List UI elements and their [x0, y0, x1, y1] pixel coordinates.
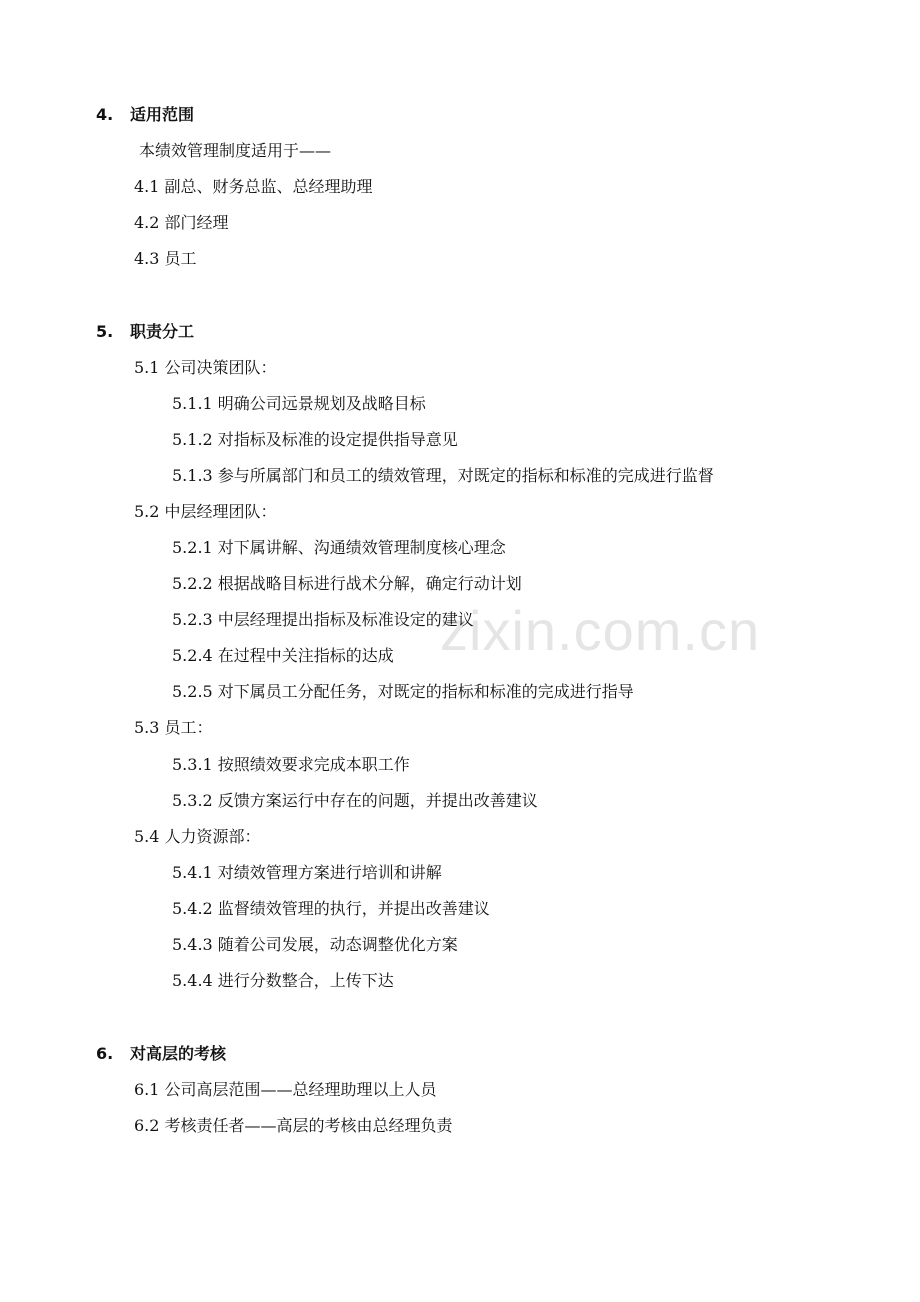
list-item: 5.3.1 按照绩效要求完成本职工作 [172, 755, 410, 774]
list-item: 5.4.1 对绩效管理方案进行培训和讲解 [172, 863, 442, 882]
list-item: 5.4.2 监督绩效管理的执行，并提出改善建议 [172, 899, 490, 918]
group-label: 5.4 人力资源部： [134, 827, 261, 846]
list-item: 4.3 员工 [134, 249, 197, 268]
list-item: 5.4.4 进行分数整合，上传下达 [172, 971, 394, 990]
section-number: 6. [96, 1044, 114, 1063]
list-item: 5.2.1 对下属讲解、沟通绩效管理制度核心理念 [172, 538, 506, 557]
section-6-heading [96, 1044, 226, 1064]
list-item: 5.2.5 对下属员工分配任务，对既定的指标和标准的完成进行指导 [172, 682, 634, 701]
section-title: 职责分工 [130, 322, 195, 341]
list-item: 5.2.3 中层经理提出指标及标准设定的建议 [172, 610, 474, 629]
list-item: 6.2 考核责任者——高层的考核由总经理负责 [134, 1116, 453, 1135]
list-item: 4.2 部门经理 [134, 213, 229, 232]
list-item: 5.2.2 根据战略目标进行战术分解，确定行动计划 [172, 574, 522, 593]
list-item: 5.1.2 对指标及标准的设定提供指导意见 [172, 430, 458, 449]
group-label: 5.1 公司决策团队： [134, 358, 277, 377]
section-title: 适用范围 [130, 105, 195, 124]
list-item: 6.1 公司高层范围——总经理助理以上人员 [134, 1080, 437, 1099]
section-number: 4. [96, 105, 114, 124]
section-4-heading [96, 105, 194, 125]
list-item: 5.1.3 参与所属部门和员工的绩效管理，对既定的指标和标准的完成进行监督 [172, 466, 714, 485]
group-label: 5.3 员工： [134, 718, 213, 737]
section-5-heading [96, 322, 194, 342]
group-label: 5.2 中层经理团队： [134, 502, 277, 521]
list-item: 5.2.4 在过程中关注指标的达成 [172, 646, 394, 665]
list-item: 5.4.3 随着公司发展，动态调整优化方案 [172, 935, 458, 954]
list-item: 5.3.2 反馈方案运行中存在的问题，并提出改善建议 [172, 791, 538, 810]
watermark: zixin.com.cn [440, 599, 761, 662]
section-4-intro: 本绩效管理制度适用于—— [139, 141, 332, 160]
list-item: 4.1 副总、财务总监、总经理助理 [134, 177, 373, 196]
list-item: 5.1.1 明确公司远景规划及战略目标 [172, 394, 426, 413]
section-number: 5. [96, 322, 114, 341]
section-title: 对高层的考核 [130, 1044, 227, 1063]
